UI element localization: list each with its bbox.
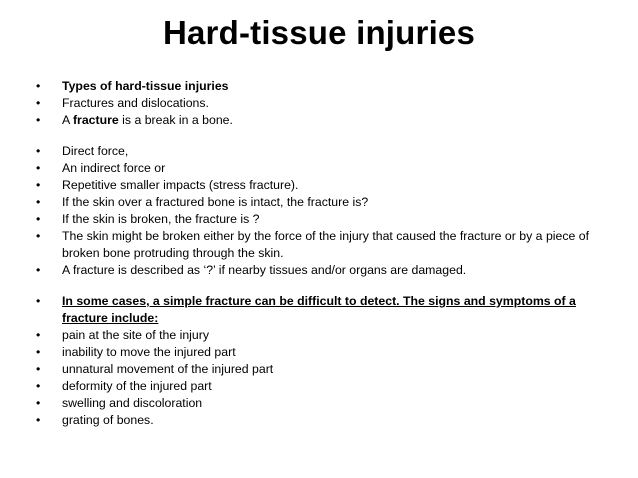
bullet-heading-text: Types of hard-tissue injuries [62, 79, 229, 93]
bullet-text: Repetitive smaller impacts (stress fracture). [62, 178, 299, 192]
bullet-text: Direct force, [62, 144, 129, 158]
bullet-text: An indirect force or [62, 161, 166, 175]
bullet-text-prefix: A [62, 113, 73, 127]
bullet-item [34, 395, 604, 412]
bullet-text: The skin might be broken either by the force of the injury that caused the fracture or by a piece of broken bone protruding through the skin. [62, 229, 590, 260]
slide-title: Hard-tissue injuries [162, 14, 476, 51]
bullet-item [34, 112, 604, 129]
bullet-item [34, 78, 604, 95]
bullet-list [34, 78, 604, 429]
bullet-item [34, 143, 604, 160]
bullet-item [34, 262, 604, 279]
bullet-item [34, 160, 604, 177]
bullet-text: If the skin over a fractured bone is intact, the fracture is? [62, 195, 369, 209]
bullet-text: unnatural movement of the injured part [62, 362, 274, 376]
bullet-item [34, 344, 604, 361]
bullet-text: inability to move the injured part [62, 345, 236, 359]
bullet-heading-text: In some cases, a simple fracture can be difficult to detect. The signs and symptoms of a fracture include: [62, 294, 576, 325]
bullet-item [34, 293, 604, 327]
bullet-bold-term: fracture [72, 113, 119, 127]
bullet-item [34, 177, 604, 194]
bullet-text: Fractures and dislocations. [62, 96, 209, 110]
bullet-item [34, 211, 604, 228]
bullet-text: pain at the site of the injury [62, 328, 209, 342]
bullet-text: grating of bones. [62, 413, 154, 427]
bullet-item [34, 412, 604, 429]
bullet-item [34, 194, 604, 211]
bullet-text: swelling and discoloration [62, 396, 203, 410]
bullet-item [34, 378, 604, 395]
bullet-item [34, 95, 604, 112]
bullet-item [34, 228, 604, 262]
bullet-text-suffix: is a break in a bone. [118, 113, 233, 127]
bullet-text: A fracture is described as ‘?’ if nearby tissues and/or organs are damaged. [62, 263, 467, 277]
bullet-text: deformity of the injured part [62, 379, 212, 393]
bullet-text: If the skin is broken, the fracture is ? [62, 212, 260, 226]
bullet-item [34, 361, 604, 378]
bullet-item [34, 327, 604, 344]
